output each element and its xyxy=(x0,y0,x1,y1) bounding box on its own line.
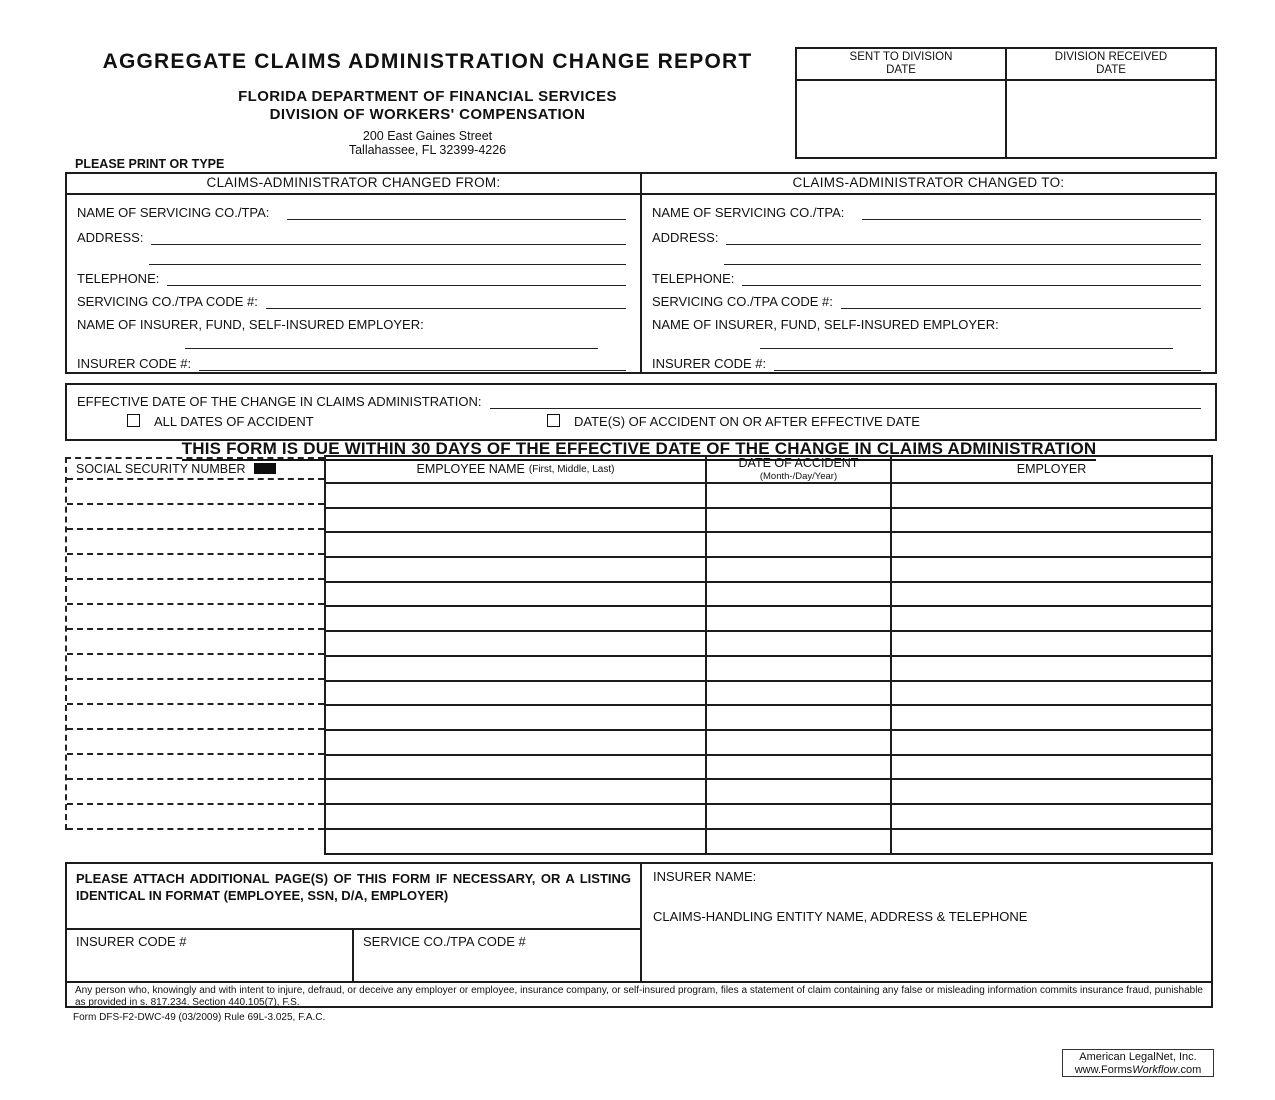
employee-name-cell[interactable] xyxy=(326,731,707,754)
to-address-label: ADDRESS: xyxy=(652,230,719,245)
ssn-column xyxy=(65,457,324,830)
division-received-label: DIVISION RECEIVED xyxy=(1054,51,1168,63)
print-or-type-note: PLEASE PRINT OR TYPE xyxy=(75,157,225,171)
date-of-accident-header xyxy=(707,457,892,482)
legalnet-url-italic: Workflow xyxy=(1132,1064,1178,1076)
date-of-accident-cell[interactable] xyxy=(707,731,892,754)
table-row xyxy=(326,509,1211,534)
to-insurer-fund-input[interactable] xyxy=(760,335,1173,349)
date-of-accident-cell[interactable] xyxy=(707,830,892,855)
insurer-code-cell[interactable] xyxy=(67,930,354,981)
date-of-accident-cell[interactable] xyxy=(707,509,892,532)
on-or-after-label: DATE(S) OF ACCIDENT ON OR AFTER EFFECTIVE DATE xyxy=(574,414,920,429)
changed-to-header: CLAIMS-ADMINISTRATOR CHANGED TO: xyxy=(642,174,1215,195)
to-tpa-code-label: SERVICING CO./TPA CODE #: xyxy=(652,294,833,309)
to-telephone-label: TELEPHONE: xyxy=(652,271,735,286)
ssn-cell[interactable] xyxy=(67,755,324,780)
employee-name-cell[interactable] xyxy=(326,780,707,803)
employer-cell[interactable] xyxy=(892,632,1211,655)
form-number: Form DFS-F2-DWC-49 (03/2009) Rule 69L-3.025, F.A.C. xyxy=(73,1012,326,1023)
table-row xyxy=(326,632,1211,657)
ssn-cell[interactable] xyxy=(67,480,324,505)
date-of-accident-label: DATE OF ACCIDENT xyxy=(738,455,859,470)
employer-cell[interactable] xyxy=(892,533,1211,556)
employee-table-header xyxy=(326,457,1211,484)
employer-cell[interactable] xyxy=(892,706,1211,729)
ssn-cell[interactable] xyxy=(67,630,324,655)
sent-to-division-label: SENT TO DIVISION xyxy=(849,51,953,63)
department-line1: FLORIDA DEPARTMENT OF FINANCIAL SERVICES xyxy=(238,88,617,105)
service-code-cell[interactable] xyxy=(354,930,640,981)
ssn-column-header xyxy=(67,459,324,480)
date-of-accident-cell[interactable] xyxy=(707,756,892,779)
employer-cell[interactable] xyxy=(892,682,1211,705)
employer-label: EMPLOYER xyxy=(1016,462,1087,476)
date-of-accident-sublabel: (Month-/Day/Year) xyxy=(759,470,838,482)
from-address-label: ADDRESS: xyxy=(77,230,144,245)
date-of-accident-cell[interactable] xyxy=(707,682,892,705)
insurer-name-label: INSURER NAME: xyxy=(653,869,757,884)
from-insurer-fund-label: NAME OF INSURER, FUND, SELF-INSURED EMPLOYER: xyxy=(77,317,424,332)
date-of-accident-cell[interactable] xyxy=(707,632,892,655)
from-name-tpa-input[interactable] xyxy=(287,206,626,220)
to-name-tpa-input[interactable] xyxy=(862,206,1201,220)
ssn-cell[interactable] xyxy=(67,780,324,805)
employee-name-cell[interactable] xyxy=(326,607,707,630)
division-received-date-field[interactable] xyxy=(1007,81,1215,157)
page-title: AGGREGATE CLAIMS ADMINISTRATION CHANGE REPORT xyxy=(102,50,753,73)
date-of-accident-cell[interactable] xyxy=(707,533,892,556)
from-tpa-code-label: SERVICING CO./TPA CODE #: xyxy=(77,294,258,309)
table-row xyxy=(326,607,1211,632)
sent-to-division-column xyxy=(797,49,1007,157)
from-insurer-code-input[interactable] xyxy=(199,357,626,371)
employer-cell[interactable] xyxy=(892,509,1211,532)
all-dates-label: ALL DATES OF ACCIDENT xyxy=(154,414,314,429)
table-body-right xyxy=(326,484,1211,854)
street-address: 200 East Gaines Street xyxy=(362,129,493,143)
employer-cell[interactable] xyxy=(892,731,1211,754)
from-telephone-label: TELEPHONE: xyxy=(77,271,160,286)
ssn-cell[interactable] xyxy=(67,505,324,530)
ssn-header-label: SOCIAL SECURITY NUMBER xyxy=(76,461,246,476)
table-row xyxy=(326,583,1211,608)
employer-cell[interactable] xyxy=(892,830,1211,855)
fraud-statement: Any person who, knowingly and with intent to injure, defraud, or deceive any employer or employee, insurance company, or self-insured program, files a statement of claim containing any false or misleading information commits insurance fraud, punishable as provided in s. 817.234. Section 440.105(7), F.S. xyxy=(67,981,1211,1006)
sent-to-division-date-field[interactable] xyxy=(797,81,1005,157)
employee-name-cell[interactable] xyxy=(326,533,707,556)
all-dates-checkbox[interactable] xyxy=(127,414,140,427)
employee-name-sublabel: (First, Middle, Last) xyxy=(528,464,615,475)
effective-date-input[interactable] xyxy=(490,395,1202,409)
on-or-after-checkbox[interactable] xyxy=(547,414,560,427)
department-line2: DIVISION OF WORKERS' COMPENSATION xyxy=(269,106,586,123)
employee-name-cell[interactable] xyxy=(326,830,707,855)
employee-name-cell[interactable] xyxy=(326,632,707,655)
ssn-cell[interactable] xyxy=(67,705,324,730)
date-of-accident-cell[interactable] xyxy=(707,780,892,803)
to-insurer-code-input[interactable] xyxy=(774,357,1201,371)
employee-name-header xyxy=(326,457,707,482)
employee-name-cell[interactable] xyxy=(326,558,707,581)
city-address: Tallahassee, FL 32399-4226 xyxy=(348,143,507,157)
table-row xyxy=(326,484,1211,509)
to-telephone-input[interactable] xyxy=(742,272,1201,286)
effective-date-section xyxy=(65,383,1217,441)
employee-name-cell[interactable] xyxy=(326,484,707,507)
attach-note: PLEASE ATTACH ADDITIONAL PAGE(S) OF THIS FORM IF NECESSARY, OR A LISTING IDENTICAL IN FORMAT (EMPLOYEE, SSN, D/A, EMPLOYER) xyxy=(67,864,642,930)
insurer-code-label: INSURER CODE # xyxy=(76,934,187,949)
table-row xyxy=(326,805,1211,830)
service-code-label: SERVICE CO./TPA CODE # xyxy=(363,934,526,949)
employer-cell[interactable] xyxy=(892,558,1211,581)
effective-date-label: EFFECTIVE DATE OF THE CHANGE IN CLAIMS ADMINISTRATION: xyxy=(77,394,482,409)
claims-handling-label: CLAIMS-HANDLING ENTITY NAME, ADDRESS & TELEPHONE xyxy=(653,909,1028,924)
all-dates-option xyxy=(127,414,314,429)
division-date-boxes xyxy=(795,47,1217,159)
employee-name-label: EMPLOYEE NAME xyxy=(416,462,525,476)
legalnet-url xyxy=(1063,1064,1213,1077)
legalnet-url-post: .com xyxy=(1177,1064,1202,1076)
ssn-column-body xyxy=(67,480,324,830)
date-of-accident-cell[interactable] xyxy=(707,706,892,729)
ssn-cell[interactable] xyxy=(67,655,324,680)
legalnet-url-pre: www.Forms xyxy=(1074,1064,1133,1076)
from-name-tpa-label: NAME OF SERVICING CO./TPA: xyxy=(77,205,270,220)
ssn-cell[interactable] xyxy=(67,580,324,605)
changed-from-header: CLAIMS-ADMINISTRATOR CHANGED FROM: xyxy=(67,174,640,195)
due-notice: THIS FORM IS DUE WITHIN 30 DAYS OF THE EFFECTIVE DATE OF THE CHANGE IN CLAIMS ADMINISTRATION xyxy=(182,439,1097,461)
division-received-header xyxy=(1007,49,1215,81)
ssn-cell[interactable] xyxy=(67,680,324,705)
bottom-section xyxy=(65,862,1213,1008)
ssn-cell[interactable] xyxy=(67,805,324,830)
employer-header xyxy=(892,457,1211,482)
code-cells xyxy=(67,930,642,981)
table-row xyxy=(326,756,1211,781)
date-label: DATE xyxy=(886,64,916,76)
ssn-cell[interactable] xyxy=(67,605,324,630)
to-tpa-code-input[interactable] xyxy=(841,295,1201,309)
employer-cell[interactable] xyxy=(892,583,1211,606)
date-of-accident-cell[interactable] xyxy=(707,805,892,828)
from-insurer-fund-input[interactable] xyxy=(185,335,598,349)
legalnet-company: American LegalNet, Inc. xyxy=(1079,1051,1197,1063)
employee-name-cell[interactable] xyxy=(326,756,707,779)
to-address-input[interactable] xyxy=(726,231,1201,245)
employer-cell[interactable] xyxy=(892,657,1211,680)
employer-cell[interactable] xyxy=(892,607,1211,630)
ssn-cell[interactable] xyxy=(67,530,324,555)
changed-from-panel xyxy=(67,174,642,372)
table-row xyxy=(326,682,1211,707)
date-of-accident-cell[interactable] xyxy=(707,607,892,630)
from-telephone-input[interactable] xyxy=(167,272,626,286)
date-of-accident-cell[interactable] xyxy=(707,657,892,680)
to-insurer-fund-label: NAME OF INSURER, FUND, SELF-INSURED EMPLOYER: xyxy=(652,317,999,332)
employee-name-cell[interactable] xyxy=(326,805,707,828)
from-address-input[interactable] xyxy=(151,231,626,245)
table-row xyxy=(326,731,1211,756)
table-row xyxy=(326,657,1211,682)
employee-name-cell[interactable] xyxy=(326,509,707,532)
employee-name-cell[interactable] xyxy=(326,583,707,606)
date-of-accident-cell[interactable] xyxy=(707,558,892,581)
ssn-cell[interactable] xyxy=(67,730,324,755)
claims-administrator-section xyxy=(65,172,1217,374)
table-row xyxy=(326,533,1211,558)
division-received-column xyxy=(1007,49,1215,157)
employee-table xyxy=(324,455,1213,855)
employee-name-cell[interactable] xyxy=(326,682,707,705)
table-row xyxy=(326,780,1211,805)
table-row xyxy=(326,830,1211,855)
date-of-accident-cell[interactable] xyxy=(707,484,892,507)
to-insurer-code-label: INSURER CODE #: xyxy=(652,356,767,371)
employer-cell[interactable] xyxy=(892,805,1211,828)
employee-name-cell[interactable] xyxy=(326,657,707,680)
table-row xyxy=(326,558,1211,583)
sent-to-division-header xyxy=(797,49,1005,81)
from-insurer-code-label: INSURER CODE #: xyxy=(77,356,192,371)
employer-cell[interactable] xyxy=(892,780,1211,803)
to-address2-input[interactable] xyxy=(724,251,1201,265)
black-square-icon xyxy=(254,463,276,474)
on-or-after-option xyxy=(547,414,920,429)
to-name-tpa-label: NAME OF SERVICING CO./TPA: xyxy=(652,205,845,220)
employer-cell[interactable] xyxy=(892,484,1211,507)
date-label: DATE xyxy=(1096,64,1126,76)
legalnet-box xyxy=(1062,1049,1214,1077)
insurer-name-cell[interactable] xyxy=(642,864,1211,981)
employee-name-cell[interactable] xyxy=(326,706,707,729)
from-tpa-code-input[interactable] xyxy=(266,295,626,309)
from-address2-input[interactable] xyxy=(149,251,626,265)
table-row xyxy=(326,706,1211,731)
date-of-accident-cell[interactable] xyxy=(707,583,892,606)
employer-cell[interactable] xyxy=(892,756,1211,779)
changed-to-panel xyxy=(642,174,1215,372)
ssn-cell[interactable] xyxy=(67,555,324,580)
